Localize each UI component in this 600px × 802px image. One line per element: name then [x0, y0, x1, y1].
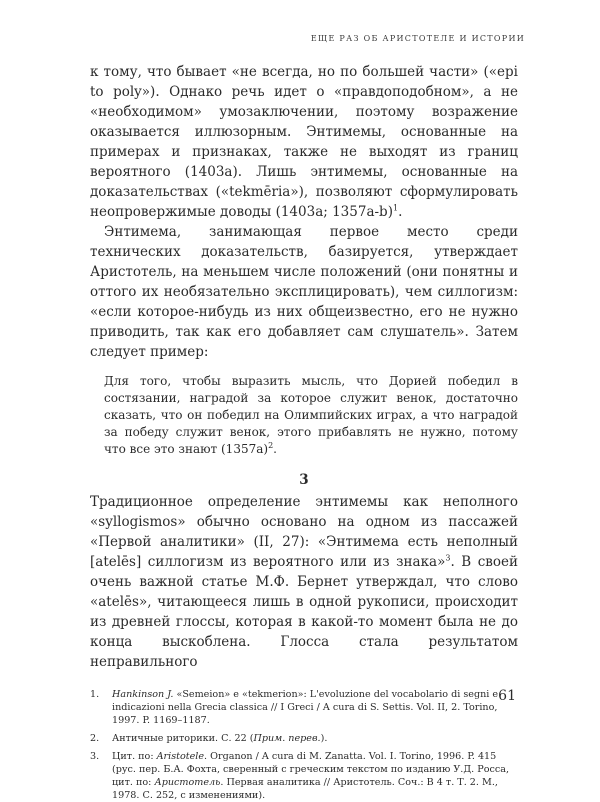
paragraph-1-text: к тому, что бывает «не всегда, но по большей части» («epi to poly»). Однако речь идет о «правдоподобном», а не «необходимом» умозаключении, поэтому возражение оказывается иллюзорным. Энтимемы, основанные на примерах и признаках, также не выходят из границ вероятного (1403a). Лишь энтимемы, основанные на доказательствах («tekmēria»), позволяют сформулировать неопровержимые доводы (1403a; 1357a-b): [90, 64, 518, 220]
footnote-3-italic-b: Аристотель: [154, 777, 221, 788]
footnote-ref-3[interactable]: 3: [445, 553, 451, 563]
footnote-1: [90, 688, 518, 727]
footnote-1-number: 1.: [90, 689, 100, 700]
footnote-2: [90, 732, 518, 745]
section-number: 3: [299, 472, 309, 488]
block-quote-text: Для того, чтобы выразить мысль, что Дорией победил в состязании, наградой за которое служит венок, достаточно сказать, что он победил на Олимпийских играх, а что наградой за победу служит венок, этого прибавлять не нужно, потому что все это знают (1357a): [104, 374, 518, 456]
footnote-3-text-c: . Первая аналитика // Аристотель. Соч.: В 4 т. Т. 2. М., 1978. С. 252, с изменениями).: [112, 777, 498, 801]
footnote-2-text: Античные риторики. С. 22 (: [112, 733, 254, 744]
footnote-3-number: 3.: [90, 751, 100, 762]
page-body: [90, 62, 518, 802]
block-quote: Для того, чтобы выразить мысль, что Дорией победил в состязании, наградой за которое служит венок, достаточно сказать, что он победил на Олимпийских играх, а что наградой за победу служит венок, этого прибавлять не нужно, потому что все это знают $(1357a)^2$.: [104, 374, 518, 456]
paragraph-2-text: Энтимема, занимающая первое место среди технических доказательств, базируется, утверждает Аристотель, на меньшем числе положений (они понятны и оттого их необязательно эксплицировать), чем силлогизм: «если которое-нибудь из них общеизвестно, его не нужно приводить, так как его добавляет сам слушатель». Затем следует пример:: [90, 224, 518, 360]
footnote-3-text-a: Цит. по:: [112, 751, 157, 762]
paragraph-1: к тому, что бывает «не всегда, но по большей части» («epi to poly»). Однако речь идет о «правдоподобном», а не «необходимом» умозаключении, поэтому возражение оказывается иллюзорным. Энтимемы, основанные на примерах и признаках, также не выходят из границ вероятного (1403a). Лишь энтимемы, основанные на доказательствах («tekmēria»), позволяют сформулировать неопровержимые доводы (1403a; 1357a-b)$^1$.: [90, 64, 518, 220]
section-paragraph-text: Традиционное определение энтимемы как неполного «syllogismos» обычно основано на одном из пассажей «Первой аналитики» (II, 27): «Энтимема есть неполный [atelēs] силлогизм из вероятного или из знака»: [90, 494, 518, 570]
footnote-3-italic-a: Aristotele: [156, 751, 205, 762]
footnote-1-text: «Semeion» e «tekmerion»: L'evoluzione del vocabolario di segni e indicazioni nella Grecia classica // I Greci / A cura di S. Settis. Vol. II, 2. Torino, 1997. P. 1169–1187.: [112, 689, 499, 726]
section-paragraph-text-continued: . В своей очень важной статье М.Ф. Бернет утверждал, что слово «atelēs», читающееся лишь в одной рукописи, происходит из древней глоссы, которая в какой-то момент была не до конца выскоблена. Глосса стала результатом неправильного: [90, 554, 518, 670]
footnote-2-text-end: ).: [320, 733, 328, 744]
footnote-3-text-b: . Organon / A cura di M. Zanatta. Vol. I. Torino, 1996. P. 415 (рус. пер. Б.А. Фохта, сверенный с греческим текстом по изданию У.Д. Росса, цит. по:: [112, 751, 509, 788]
paragraph-2: [90, 222, 518, 362]
page-number: 61: [498, 688, 516, 704]
footnotes: [90, 688, 518, 802]
footnote-2-number: 2.: [90, 733, 100, 744]
footnote-3: [90, 750, 518, 802]
footnote-ref-2[interactable]: 2: [268, 441, 274, 450]
footnote-1-author: Hankinson J.: [112, 689, 174, 700]
footnote-2-italic: Прим. перев.: [253, 733, 321, 744]
running-header: ЕЩЕ РАЗ ОБ АРИСТОТЕЛЕ И ИСТОРИИ: [310, 34, 525, 43]
section-paragraph: [90, 492, 518, 672]
footnote-ref-1[interactable]: 1: [392, 203, 399, 213]
